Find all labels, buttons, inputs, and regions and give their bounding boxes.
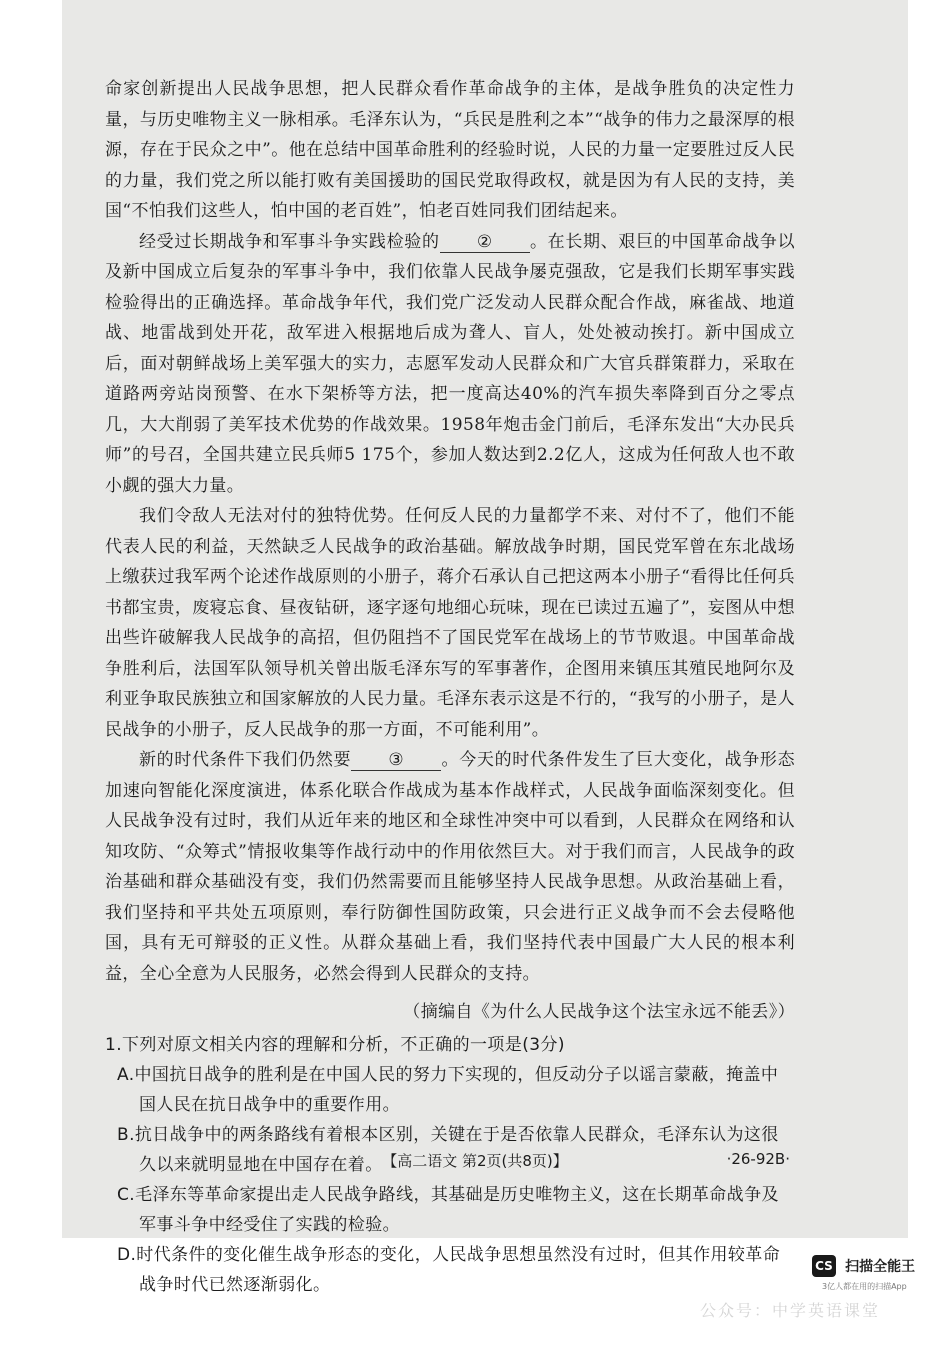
wechat-watermark: 公众号：中学英语课堂 (700, 1301, 881, 1320)
option-b: B.抗日战争中的两条路线有着根本区别，关键在于是否依靠人民群众，毛泽东认为这很久以来就明显地在中国存在着。 (117, 1124, 779, 1175)
scanner-brand (812, 1255, 915, 1292)
article-source: （摘编自《为什么人民战争这个法宝永远不能丢》） (403, 1002, 795, 1022)
option-c: C.毛泽东等革命家提出走人民战争路线，其基础是历史唯物主义，这在长期革命战争及军事斗争中经受住了实践的检验。 (117, 1184, 779, 1235)
article-paragraph-1: 命家创新提出人民战争思想，把人民群众看作革命战争的主体，是战争胜负的决定性力量，与历史唯物主义一脉相承。毛泽东认为，“兵民是胜利之本”“战争的伟力之最深厚的根源，存在于民众之中”。他在总结中国革命胜利的经验时说，人民的力量一定要胜过反人民的力量，我们党之所以能打败有美国援助的国民党取得政权，就是因为有人民的支持，美国“不怕我们这些人，怕中国的老百姓”，怕老百姓同我们团结起来。 (105, 79, 795, 221)
article-paragraph-4 (105, 745, 795, 989)
exam-code: ·26-92B· (726, 1150, 790, 1168)
scanner-tagline: 3亿人都在用的扫描App (822, 1282, 907, 1291)
blank-3: ③ (351, 750, 441, 771)
paragraph-4-rest: 。今天的时代条件发生了巨大变化，战争形态加速向智能化深度演进，体系化联合作战成为基本作战样式，人民战争面临深刻变化。但人民战争没有过时，我们从近年来的地区和全球性冲突中可以看到，人民群众在网络和认知攻防、“众筹式”情报收集等作战行动中的作用依然巨大。对于我们而言，人民战争的政治基础和群众基础没有变，我们仍然需要而且能够坚持人民战争思想。从政治基础上看，我们坚持和平共处五项原则，奉行防御性国防政策，只会进行正义战争而不会去侵略他国，具有无可辩驳的正义性。从群众基础上看，我们坚持代表中国最广大人民的根本利益，全心全意为人民服务，必然会得到人民群众的支持。 (105, 750, 795, 984)
article-body (105, 74, 795, 1300)
paragraph-2-lead: 经受过长期战争和军事斗争实践检验的 (139, 231, 440, 252)
page-number-label: 【高二语文 第2页(共8页)】 (382, 1152, 568, 1170)
question-stem: 1.下列对原文相关内容的理解和分析，不正确的一项是(3分) (105, 1034, 565, 1055)
paragraph-2-rest: 。在长期、艰巨的中国革命战争以及新中国成立后复杂的军事斗争中，我们依靠人民战争屡克强敌，它是我们长期军事实践检验得出的正确选择。革命战争年代，我们党广泛发动人民群众配合作战，麻雀战、地道战、地雷战到处开花，敌军进入根据地后成为聋人、盲人，处处被动挨打。新中国成立后，面对朝鲜战场上美军强大的实力，志愿军发动人民群众和广大官兵群策群力，采取在道路两旁站岗预警、在水下架桥等方法，把一度高达40%的汽车损失率降到百分之零点几，大大削弱了美军技术优势的作战效果。1958年炮击金门前后，毛泽东发出“大办民兵师”的号召，全国共建立民兵师5 175个，参加人数达到2.2亿人，这成为任何敌人也不敢小觑的强大力量。 (105, 231, 795, 496)
article-paragraph-2 (105, 227, 795, 502)
camscanner-logo-icon: CS (812, 1255, 836, 1277)
option-a: A.中国抗日战争的胜利是在中国人民的努力下实现的，但反动分子以谣言蒙蔽，掩盖中国人民在抗日战争中的重要作用。 (117, 1064, 779, 1115)
paragraph-4-lead: 新的时代条件下我们仍然要 (139, 750, 352, 770)
article-paragraph-3: 我们令敌人无法对付的独特优势。任何反人民的力量都学不来、对付不了，他们不能代表人民的利益，天然缺乏人民战争的政治基础。解放战争时期，国民党军曾在东北战场上缴获过我军两个论述作战原则的小册子，蒋介石承认自己把这两本小册子“看得比任何兵书都宝贵，废寝忘食、昼夜钻研，逐字逐句地细心玩味，现在已读过五遍了”，妄图从中想出些许破解我人民战争的高招，但仍阻挡不了国民党军在战场上的节节败退。中国革命战争胜利后，法国军队领导机关曾出版毛泽东写的军事著作，企图用来镇压其殖民地阿尔及利亚争取民族独立和国家解放的人民力量。毛泽东表示这是不行的，“我写的小册子，是人民战争的小册子，反人民战争的那一方面，不可能利用”。 (105, 506, 795, 740)
option-d: D.时代条件的变化催生战争形态的变化，人民战争思想虽然没有过时，但其作用较革命战争时代已然逐渐弱化。 (117, 1244, 781, 1295)
scanner-app-name: 扫描全能王 (845, 1259, 916, 1275)
blank-2: ② (440, 232, 530, 253)
